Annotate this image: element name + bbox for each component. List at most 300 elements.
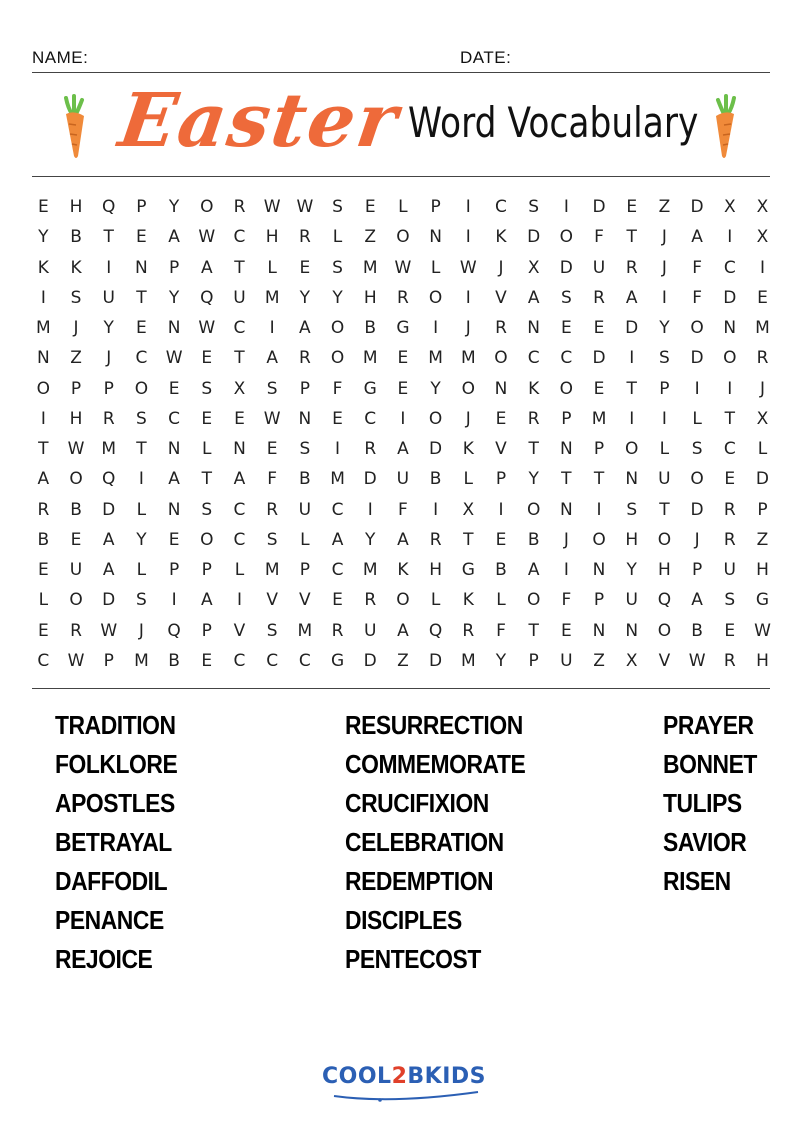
grid-cell[interactable]: Z xyxy=(397,650,409,671)
grid-cell[interactable]: V xyxy=(658,650,671,671)
grid-cell[interactable]: A xyxy=(527,560,540,581)
grid-cell[interactable]: V xyxy=(495,287,507,308)
grid-cell[interactable]: L xyxy=(463,469,474,490)
grid-cell[interactable]: O xyxy=(330,318,345,339)
grid-cell[interactable]: T xyxy=(561,469,572,490)
grid-cell[interactable]: A xyxy=(37,469,50,490)
grid-cell[interactable]: S xyxy=(659,348,670,369)
grid-cell[interactable]: O xyxy=(559,378,574,399)
grid-cell[interactable]: O xyxy=(396,590,410,611)
grid-cell[interactable]: L xyxy=(267,257,277,278)
grid-cell[interactable]: U xyxy=(396,469,410,490)
grid-cell[interactable]: R xyxy=(397,287,409,308)
grid-cell[interactable]: W xyxy=(263,197,281,218)
grid-cell[interactable]: N xyxy=(167,499,181,520)
grid-cell[interactable]: E xyxy=(201,348,213,369)
grid-cell[interactable]: O xyxy=(200,529,214,550)
grid-cell[interactable]: A xyxy=(397,439,409,460)
grid-cell[interactable]: O xyxy=(428,408,443,429)
grid-cell[interactable]: X xyxy=(625,650,638,671)
grid-cell[interactable]: P xyxy=(201,560,212,581)
grid-cell[interactable]: B xyxy=(37,529,50,550)
grid-cell[interactable]: L xyxy=(659,439,670,460)
grid-cell[interactable]: H xyxy=(625,529,639,550)
grid-cell[interactable]: R xyxy=(625,257,638,278)
grid-cell[interactable]: P xyxy=(691,560,703,581)
grid-cell[interactable]: E xyxy=(364,197,376,218)
grid-cell[interactable]: D xyxy=(102,499,116,520)
grid-cell[interactable]: R xyxy=(495,318,507,339)
grid-cell[interactable]: D xyxy=(690,348,704,369)
grid-cell[interactable]: O xyxy=(690,469,704,490)
grid-cell[interactable]: N xyxy=(494,378,508,399)
grid-cell[interactable]: A xyxy=(331,529,344,550)
grid-cell[interactable]: T xyxy=(528,439,539,460)
grid-cell[interactable]: I xyxy=(236,590,242,611)
grid-cell[interactable]: I xyxy=(106,257,112,278)
grid-cell[interactable]: O xyxy=(36,378,51,399)
grid-cell[interactable]: B xyxy=(527,529,540,550)
grid-cell[interactable]: J xyxy=(694,529,700,550)
grid-cell[interactable]: P xyxy=(168,560,180,581)
grid-cell[interactable]: G xyxy=(461,560,475,581)
grid-cell[interactable]: E xyxy=(136,227,147,248)
grid-cell[interactable]: I xyxy=(727,378,733,399)
grid-cell[interactable]: S xyxy=(266,529,278,550)
grid-cell[interactable]: I xyxy=(367,499,373,520)
grid-cell[interactable]: D xyxy=(363,650,377,671)
grid-cell[interactable]: F xyxy=(692,287,702,308)
grid-cell[interactable]: L xyxy=(398,197,408,218)
grid-cell[interactable]: S xyxy=(70,287,82,308)
grid-cell[interactable]: R xyxy=(364,439,377,460)
grid-cell[interactable]: P xyxy=(103,650,114,671)
grid-cell[interactable]: J xyxy=(498,257,504,278)
grid-cell[interactable]: P xyxy=(593,590,605,611)
grid-cell[interactable]: B xyxy=(429,469,442,490)
grid-cell[interactable]: I xyxy=(727,227,733,248)
grid-cell[interactable]: X xyxy=(756,408,769,429)
grid-cell[interactable]: O xyxy=(396,227,410,248)
grid-cell[interactable]: T xyxy=(659,499,670,520)
grid-cell[interactable]: R xyxy=(37,499,50,520)
grid-cell[interactable]: K xyxy=(495,227,507,248)
grid-cell[interactable]: G xyxy=(396,318,410,339)
grid-cell[interactable]: L xyxy=(692,408,702,429)
grid-cell[interactable]: H xyxy=(69,197,83,218)
grid-cell[interactable]: L xyxy=(496,590,506,611)
grid-cell[interactable]: Z xyxy=(593,650,605,671)
grid-cell[interactable]: E xyxy=(560,318,572,339)
grid-cell[interactable]: Q xyxy=(102,469,116,490)
grid-cell[interactable]: G xyxy=(755,590,770,611)
grid-cell[interactable]: D xyxy=(690,197,704,218)
grid-cell[interactable]: Y xyxy=(299,287,311,308)
grid-cell[interactable]: M xyxy=(460,650,476,671)
grid-cell[interactable]: Z xyxy=(364,227,377,248)
grid-cell[interactable]: M xyxy=(134,650,149,671)
grid-cell[interactable]: I xyxy=(661,408,667,429)
grid-cell[interactable]: T xyxy=(136,439,147,460)
grid-cell[interactable]: R xyxy=(429,529,442,550)
grid-cell[interactable]: J xyxy=(106,348,112,369)
grid-cell[interactable]: U xyxy=(233,287,246,308)
grid-cell[interactable]: E xyxy=(168,529,180,550)
grid-cell[interactable]: I xyxy=(40,287,46,308)
grid-cell[interactable]: O xyxy=(592,529,606,550)
grid-cell[interactable]: P xyxy=(103,378,114,399)
grid-cell[interactable]: W xyxy=(198,318,216,339)
grid-cell[interactable]: Q xyxy=(657,590,672,611)
grid-cell[interactable]: W xyxy=(459,257,477,278)
grid-cell[interactable]: S xyxy=(266,378,278,399)
grid-cell[interactable]: P xyxy=(593,439,605,460)
grid-cell[interactable]: B xyxy=(70,227,82,248)
grid-cell[interactable]: D xyxy=(429,439,443,460)
grid-cell[interactable]: I xyxy=(433,499,439,520)
grid-cell[interactable]: R xyxy=(233,197,246,218)
grid-cell[interactable]: P xyxy=(561,408,572,429)
grid-cell[interactable]: F xyxy=(594,227,604,248)
grid-cell[interactable]: C xyxy=(527,348,540,369)
grid-cell[interactable]: Y xyxy=(626,560,637,581)
grid-cell[interactable]: U xyxy=(625,590,638,611)
grid-cell[interactable]: N xyxy=(135,257,148,278)
grid-cell[interactable]: S xyxy=(560,287,572,308)
grid-cell[interactable]: R xyxy=(593,287,605,308)
grid-cell[interactable]: W xyxy=(394,257,412,278)
grid-cell[interactable]: R xyxy=(723,499,736,520)
grid-cell[interactable]: R xyxy=(331,620,344,641)
grid-cell[interactable]: C xyxy=(723,257,736,278)
grid-cell[interactable]: I xyxy=(498,499,504,520)
grid-cell[interactable]: N xyxy=(625,620,639,641)
grid-cell[interactable]: D xyxy=(363,469,377,490)
grid-cell[interactable]: R xyxy=(462,620,475,641)
grid-cell[interactable]: H xyxy=(756,560,769,581)
grid-cell[interactable]: Y xyxy=(168,287,180,308)
grid-cell[interactable]: C xyxy=(331,560,344,581)
grid-cell[interactable]: P xyxy=(299,560,310,581)
grid-cell[interactable]: W xyxy=(754,620,771,641)
grid-cell[interactable]: I xyxy=(629,408,635,429)
grid-cell[interactable]: A xyxy=(397,620,409,641)
grid-cell[interactable]: E xyxy=(201,650,213,671)
grid-cell[interactable]: D xyxy=(592,197,606,218)
grid-cell[interactable]: E xyxy=(37,560,49,581)
grid-cell[interactable]: C xyxy=(331,499,344,520)
grid-cell[interactable]: H xyxy=(756,650,769,671)
grid-cell[interactable]: C xyxy=(266,650,279,671)
grid-cell[interactable]: L xyxy=(300,529,310,550)
grid-cell[interactable]: G xyxy=(363,378,377,399)
grid-cell[interactable]: D xyxy=(592,348,606,369)
grid-cell[interactable]: P xyxy=(136,197,147,218)
grid-cell[interactable]: Y xyxy=(332,287,343,308)
grid-cell[interactable]: Z xyxy=(70,348,82,369)
grid-cell[interactable]: T xyxy=(626,378,637,399)
grid-cell[interactable]: B xyxy=(691,620,703,641)
grid-cell[interactable]: M xyxy=(264,560,280,581)
grid-cell[interactable]: O xyxy=(134,378,149,399)
grid-cell[interactable]: D xyxy=(559,257,573,278)
grid-cell[interactable]: T xyxy=(136,287,147,308)
grid-cell[interactable]: T xyxy=(234,257,245,278)
grid-cell[interactable]: W xyxy=(165,348,183,369)
grid-cell[interactable]: C xyxy=(298,650,311,671)
grid-cell[interactable]: K xyxy=(70,257,82,278)
grid-cell[interactable]: P xyxy=(528,650,539,671)
grid-cell[interactable]: Q xyxy=(167,620,181,641)
grid-cell[interactable]: E xyxy=(70,529,82,550)
grid-cell[interactable]: E xyxy=(495,529,507,550)
grid-cell[interactable]: T xyxy=(38,439,49,460)
grid-cell[interactable]: X xyxy=(233,378,246,399)
grid-cell[interactable]: E xyxy=(724,620,736,641)
grid-cell[interactable]: A xyxy=(299,318,311,339)
grid-cell[interactable]: K xyxy=(397,560,409,581)
grid-cell[interactable]: S xyxy=(528,197,540,218)
grid-cell[interactable]: H xyxy=(658,560,671,581)
grid-cell[interactable]: O xyxy=(657,529,672,550)
grid-cell[interactable]: Q xyxy=(200,287,214,308)
grid-cell[interactable]: O xyxy=(625,439,639,460)
grid-cell[interactable]: U xyxy=(658,469,671,490)
grid-cell[interactable]: T xyxy=(593,469,605,490)
grid-cell[interactable]: Q xyxy=(428,620,443,641)
grid-cell[interactable]: I xyxy=(400,408,406,429)
grid-cell[interactable]: E xyxy=(397,378,409,399)
grid-cell[interactable]: J xyxy=(661,257,667,278)
grid-cell[interactable]: B xyxy=(70,499,82,520)
grid-cell[interactable]: L xyxy=(430,257,441,278)
grid-cell[interactable]: E xyxy=(332,590,343,611)
grid-cell[interactable]: E xyxy=(37,620,49,641)
grid-cell[interactable]: R xyxy=(298,227,311,248)
grid-cell[interactable]: O xyxy=(69,590,83,611)
grid-cell[interactable]: M xyxy=(460,348,476,369)
grid-cell[interactable]: L xyxy=(202,439,212,460)
grid-cell[interactable]: L xyxy=(136,560,147,581)
grid-cell[interactable]: S xyxy=(201,499,213,520)
grid-cell[interactable]: Y xyxy=(430,378,441,399)
grid-cell[interactable]: R xyxy=(266,499,279,520)
grid-cell[interactable]: E xyxy=(593,378,605,399)
grid-cell[interactable]: Y xyxy=(136,529,147,550)
grid-cell[interactable]: O xyxy=(657,620,672,641)
grid-cell[interactable]: C xyxy=(233,227,246,248)
grid-cell[interactable]: A xyxy=(168,469,180,490)
grid-cell[interactable]: C xyxy=(495,197,507,218)
grid-cell[interactable]: L xyxy=(136,499,147,520)
grid-cell[interactable]: M xyxy=(755,318,770,339)
grid-cell[interactable]: F xyxy=(398,499,408,520)
grid-cell[interactable]: E xyxy=(397,348,409,369)
grid-cell[interactable]: F xyxy=(496,620,506,641)
grid-cell[interactable]: N xyxy=(167,318,181,339)
grid-cell[interactable]: C xyxy=(233,650,246,671)
grid-cell[interactable]: Y xyxy=(103,318,114,339)
grid-cell[interactable]: N xyxy=(592,560,606,581)
grid-cell[interactable]: I xyxy=(171,590,177,611)
grid-cell[interactable]: M xyxy=(362,348,378,369)
grid-cell[interactable]: B xyxy=(299,469,311,490)
grid-cell[interactable]: S xyxy=(266,620,278,641)
grid-cell[interactable]: V xyxy=(299,590,311,611)
grid-cell[interactable]: T xyxy=(201,469,212,490)
grid-cell[interactable]: R xyxy=(70,620,82,641)
grid-cell[interactable]: N xyxy=(167,439,181,460)
grid-cell[interactable]: E xyxy=(724,469,736,490)
grid-cell[interactable]: Q xyxy=(102,197,116,218)
grid-cell[interactable]: P xyxy=(299,378,310,399)
grid-cell[interactable]: C xyxy=(723,439,736,460)
grid-cell[interactable]: O xyxy=(494,348,508,369)
grid-cell[interactable]: I xyxy=(563,560,569,581)
grid-cell[interactable]: L xyxy=(38,590,49,611)
grid-cell[interactable]: B xyxy=(364,318,377,339)
grid-cell[interactable]: L xyxy=(430,590,441,611)
grid-cell[interactable]: N xyxy=(429,227,442,248)
grid-cell[interactable]: U xyxy=(723,560,736,581)
grid-cell[interactable]: S xyxy=(136,408,147,429)
grid-cell[interactable]: E xyxy=(168,378,180,399)
grid-cell[interactable]: J xyxy=(563,529,569,550)
grid-cell[interactable]: N xyxy=(298,408,312,429)
grid-cell[interactable]: S xyxy=(724,590,736,611)
grid-cell[interactable]: I xyxy=(661,287,667,308)
grid-cell[interactable]: F xyxy=(267,469,278,490)
grid-cell[interactable]: V xyxy=(266,590,278,611)
grid-cell[interactable]: I xyxy=(759,257,765,278)
grid-cell[interactable]: P xyxy=(201,620,212,641)
grid-cell[interactable]: A xyxy=(691,227,703,248)
grid-cell[interactable]: U xyxy=(363,620,377,641)
grid-cell[interactable]: A xyxy=(397,529,409,550)
grid-cell[interactable]: E xyxy=(299,257,311,278)
grid-cell[interactable]: N xyxy=(233,439,246,460)
grid-cell[interactable]: K xyxy=(462,439,474,460)
grid-cell[interactable]: J xyxy=(759,378,765,399)
grid-cell[interactable]: C xyxy=(168,408,181,429)
grid-cell[interactable]: J xyxy=(661,227,667,248)
grid-cell[interactable]: S xyxy=(201,378,213,399)
grid-cell[interactable]: E xyxy=(136,318,147,339)
grid-cell[interactable]: U xyxy=(298,499,312,520)
grid-cell[interactable]: H xyxy=(69,408,83,429)
grid-cell[interactable]: O xyxy=(330,348,345,369)
grid-cell[interactable]: E xyxy=(560,620,572,641)
grid-cell[interactable]: O xyxy=(559,227,574,248)
grid-cell[interactable]: T xyxy=(103,227,114,248)
grid-cell[interactable]: A xyxy=(625,287,638,308)
grid-cell[interactable]: A xyxy=(691,590,703,611)
grid-cell[interactable]: T xyxy=(234,348,245,369)
grid-cell[interactable]: J xyxy=(465,318,471,339)
grid-cell[interactable]: W xyxy=(263,408,281,429)
grid-cell[interactable]: T xyxy=(626,227,637,248)
grid-cell[interactable]: Y xyxy=(528,469,539,490)
grid-cell[interactable]: Y xyxy=(38,227,49,248)
grid-cell[interactable]: A xyxy=(266,348,278,369)
grid-cell[interactable]: U xyxy=(560,650,573,671)
grid-cell[interactable]: V xyxy=(233,620,246,641)
grid-cell[interactable]: R xyxy=(298,348,311,369)
grid-cell[interactable]: K xyxy=(528,378,540,399)
grid-cell[interactable]: I xyxy=(335,439,341,460)
grid-cell[interactable]: E xyxy=(495,408,507,429)
grid-cell[interactable]: O xyxy=(526,499,541,520)
grid-cell[interactable]: L xyxy=(234,560,245,581)
grid-cell[interactable]: S xyxy=(332,257,343,278)
grid-cell[interactable]: D xyxy=(102,590,116,611)
grid-cell[interactable]: I xyxy=(465,227,471,248)
grid-cell[interactable]: R xyxy=(723,529,736,550)
grid-cell[interactable]: C xyxy=(560,348,573,369)
grid-cell[interactable]: T xyxy=(463,529,474,550)
grid-cell[interactable]: J xyxy=(138,620,144,641)
grid-cell[interactable]: C xyxy=(364,408,377,429)
grid-cell[interactable]: A xyxy=(200,590,213,611)
grid-cell[interactable]: J xyxy=(465,408,471,429)
grid-cell[interactable]: M xyxy=(330,469,345,490)
grid-cell[interactable]: S xyxy=(332,197,343,218)
grid-cell[interactable]: E xyxy=(757,287,768,308)
grid-cell[interactable]: L xyxy=(757,439,768,460)
grid-cell[interactable]: R xyxy=(723,650,736,671)
grid-cell[interactable]: P xyxy=(168,257,180,278)
grid-cell[interactable]: U xyxy=(69,560,83,581)
grid-cell[interactable]: C xyxy=(233,318,246,339)
grid-cell[interactable]: U xyxy=(592,257,606,278)
grid-cell[interactable]: A xyxy=(200,257,213,278)
grid-cell[interactable]: D xyxy=(625,318,639,339)
grid-cell[interactable]: C xyxy=(135,348,148,369)
grid-cell[interactable]: P xyxy=(757,499,768,520)
grid-cell[interactable]: S xyxy=(299,439,311,460)
grid-cell[interactable]: W xyxy=(67,439,85,460)
grid-cell[interactable]: D xyxy=(723,287,737,308)
grid-cell[interactable]: N xyxy=(36,348,50,369)
grid-cell[interactable]: O xyxy=(723,348,737,369)
grid-cell[interactable]: V xyxy=(495,439,507,460)
grid-cell[interactable]: C xyxy=(233,529,246,550)
grid-cell[interactable]: A xyxy=(527,287,540,308)
grid-cell[interactable]: Y xyxy=(495,650,507,671)
grid-cell[interactable]: E xyxy=(593,318,605,339)
grid-cell[interactable]: M xyxy=(591,408,607,429)
grid-cell[interactable]: P xyxy=(659,378,670,399)
grid-cell[interactable]: H xyxy=(363,287,377,308)
grid-cell[interactable]: U xyxy=(102,287,115,308)
grid-cell[interactable]: M xyxy=(362,257,378,278)
grid-cell[interactable]: O xyxy=(690,318,704,339)
grid-cell[interactable]: J xyxy=(73,318,79,339)
grid-cell[interactable]: C xyxy=(37,650,50,671)
grid-cell[interactable]: X xyxy=(756,227,769,248)
grid-cell[interactable]: P xyxy=(70,378,82,399)
grid-cell[interactable]: O xyxy=(428,287,443,308)
grid-cell[interactable]: N xyxy=(592,620,606,641)
grid-cell[interactable]: N xyxy=(559,439,573,460)
grid-cell[interactable]: X xyxy=(527,257,540,278)
grid-cell[interactable]: A xyxy=(102,529,115,550)
grid-cell[interactable]: F xyxy=(332,378,343,399)
grid-cell[interactable]: I xyxy=(694,378,700,399)
grid-cell[interactable]: E xyxy=(201,408,213,429)
grid-cell[interactable]: G xyxy=(330,650,345,671)
grid-cell[interactable]: Y xyxy=(659,318,670,339)
